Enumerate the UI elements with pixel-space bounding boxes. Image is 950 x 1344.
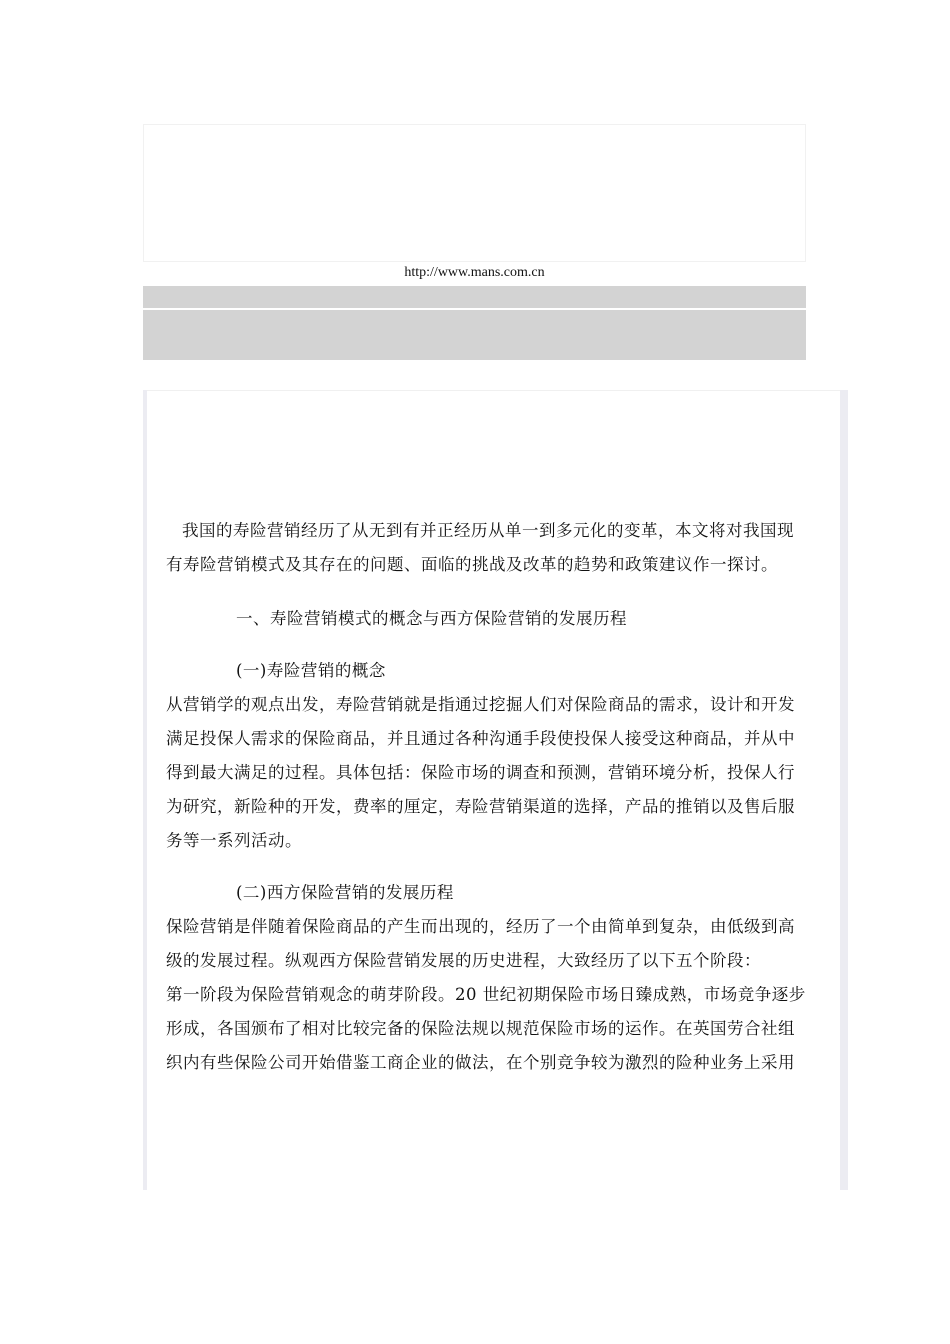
article-panel-left-border — [143, 390, 147, 1190]
paragraph-line: 务等一系列活动。 — [166, 831, 302, 850]
header-gray-bar-bottom — [143, 310, 806, 360]
paragraph-line: 得到最大满足的过程。具体包括：保险市场的调查和预测，营销环境分析，投保人行 — [166, 763, 795, 782]
paragraph-line: 织内有些保险公司开始借鉴工商企业的做法，在个别竞争较为激烈的险种业务上采用 — [166, 1053, 795, 1072]
paragraph-line: 级的发展过程。纵观西方保险营销发展的历史进程，大致经历了以下五个阶段： — [166, 951, 761, 970]
paragraph-line: 从营销学的观点出发，寿险营销就是指通过挖掘人们对保险商品的需求，设计和开发 — [166, 695, 795, 714]
section-heading: 一、寿险营销模式的概念与西方保险营销的发展历程 — [236, 609, 627, 628]
subsection-heading: (一)寿险营销的概念 — [236, 661, 386, 680]
subsection-heading: (二)西方保险营销的发展历程 — [236, 883, 454, 902]
paragraph-line: 保险营销是伴随着保险商品的产生而出现的，经历了一个由简单到复杂，由低级到高 — [166, 917, 795, 936]
paragraph-line: 为研究，新险种的开发，费率的厘定，寿险营销渠道的选择，产品的推销以及售后服 — [166, 797, 795, 816]
paragraph-line: 第一阶段为保险营销观念的萌芽阶段。20 世纪初期保险市场日臻成熟，市场竞争逐步 — [166, 985, 806, 1004]
header-gray-bar-top — [143, 286, 806, 308]
article-body — [166, 514, 826, 1080]
site-url[interactable]: http://www.mans.com.cn — [143, 262, 806, 286]
paragraph-line: 形成，各国颁布了相对比较完备的保险法规以规范保险市场的运作。在英国劳合社组 — [166, 1019, 795, 1038]
article-panel-right-border — [840, 390, 848, 1190]
paragraph-line: 满足投保人需求的保险商品，并且通过各种沟通手段使投保人接受这种商品，并从中 — [166, 729, 795, 748]
intro-line: 我国的寿险营销经历了从无到有并正经历从单一到多元化的变革，本文将对我国现 — [182, 521, 794, 540]
header-banner-box — [143, 124, 806, 262]
intro-line: 有寿险营销模式及其存在的问题、面临的挑战及改革的趋势和政策建议作一探讨。 — [166, 555, 778, 574]
